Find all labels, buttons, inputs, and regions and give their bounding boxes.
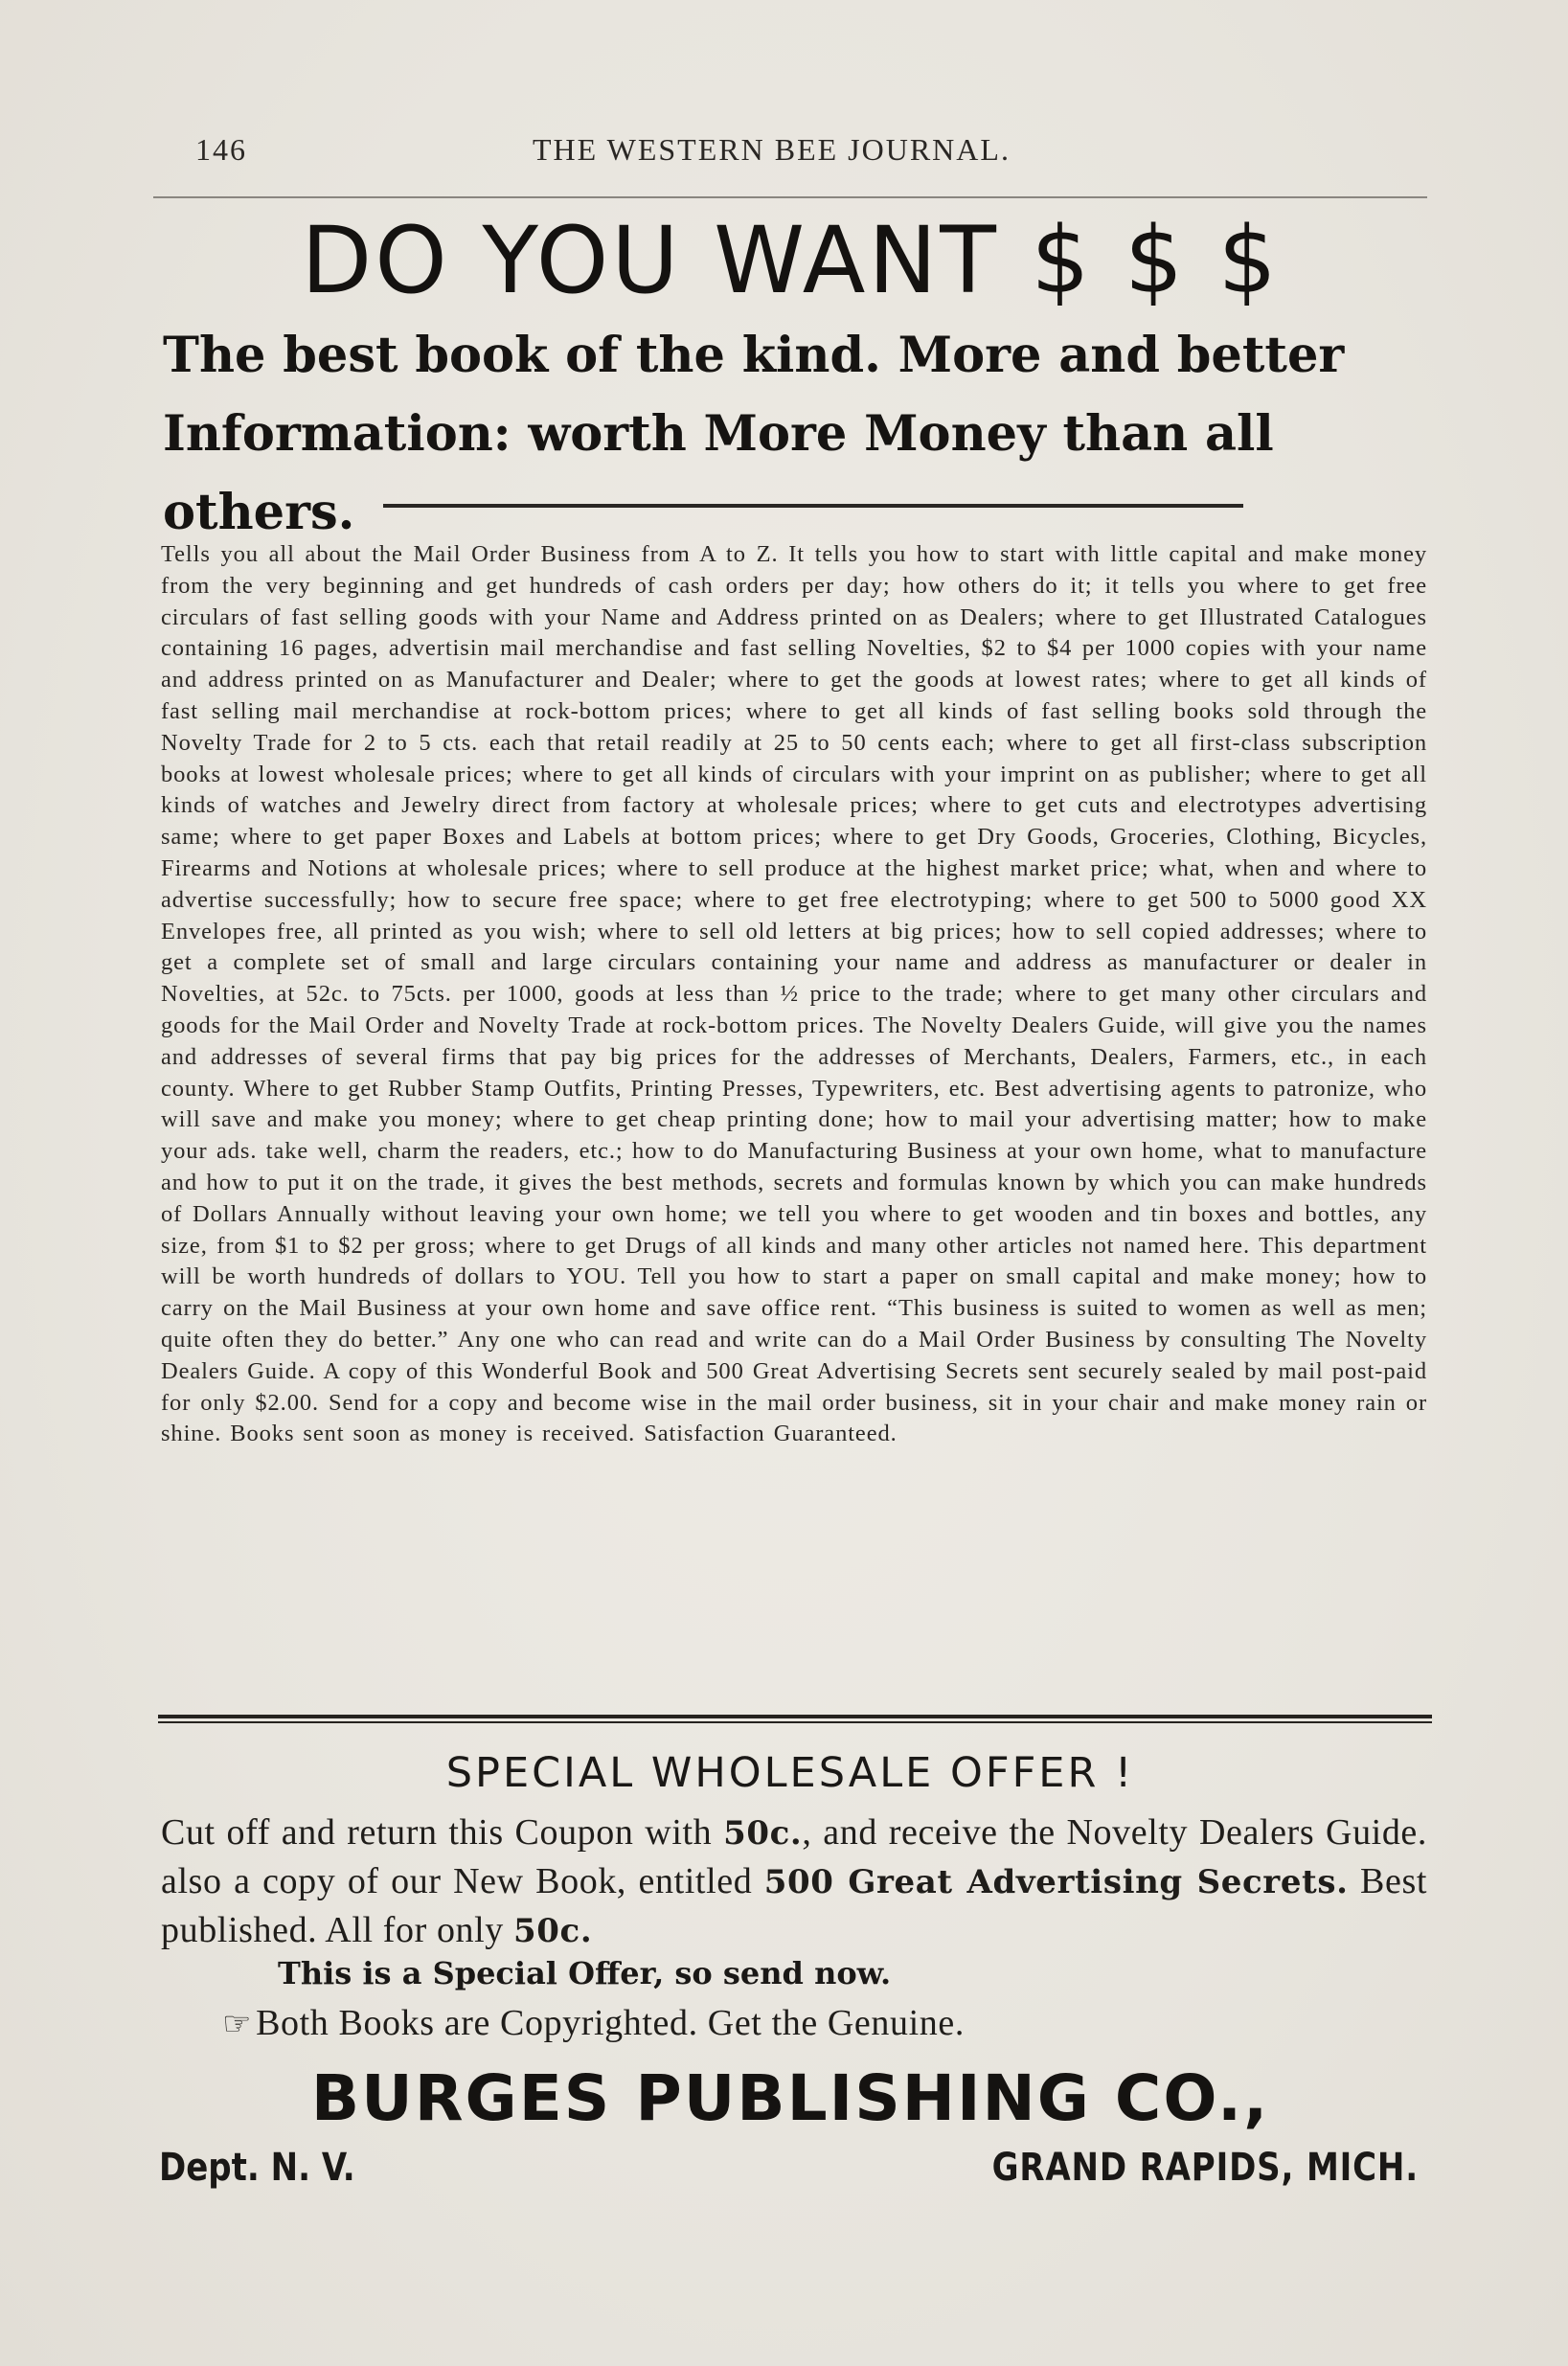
ad-subheadline: The best book of the kind. More and better Information: worth More Money than all others. — [163, 327, 1345, 541]
offer-text-part-2: , and receive the Novelty Dealers Guide. also a copy of our New Book, entitled — [161, 1812, 1427, 1901]
pointing-hand-icon: ☞ — [222, 2005, 253, 2043]
page-number: 146 — [195, 132, 247, 167]
section-divider-thin — [158, 1721, 1432, 1723]
copyright-line — [222, 2002, 965, 2044]
offer-title: SPECIAL WHOLESALE OFFER ! — [445, 1749, 1135, 1797]
subheadline-divider — [383, 504, 1243, 508]
ad-headline: DO YOU WANT $ $ $ — [301, 207, 1280, 314]
offer-book-title: 500 Great Advertising Secrets. — [763, 1863, 1349, 1901]
publisher-city: GRAND RAPIDS, MICH. — [991, 2146, 1419, 2190]
publisher-name: BURGES PUBLISHING CO., — [310, 2061, 1270, 2135]
offer-text — [161, 1809, 1427, 1955]
offer-price-1: 50c. — [723, 1814, 803, 1853]
journal-title: THE WESTERN BEE JOURNAL. — [533, 132, 1011, 167]
special-offer-line: This is a Special Offer, so send now. — [278, 1955, 892, 1991]
page-header — [161, 132, 1425, 171]
copyright-text: Both Books are Copyrighted. Get the Genuine. — [256, 2003, 965, 2043]
offer-text-part-3: Best published. All for only — [161, 1861, 1427, 1950]
section-divider-thick — [158, 1715, 1432, 1718]
offer-price-2: 50c. — [513, 1912, 593, 1950]
ad-body-text: Tells you all about the Mail Order Business from A to Z. It tells you how to start with little capital and make money from the very beginning and get hundreds of cash orders per day; how others do it; it tells you where to get free circulars of fast selling goods with your Name and Address printed on as Dealers; where to get Illustrated Catalogues containing 16 pages, advertisin mail merchandise and fast selling Novelties, $2 to $4 per 1000 copies with your name and address printed on as Manufacturer and Dealer; where to get the goods at lowest rates; where to get all kinds of fast selling mail merchandise at rock-bottom prices; where to get all kinds of fast selling books sold through the Novelty Trade for 2 to 5 cts. each that retail readily at 25 to 50 cents each; where to get all first-class subscription books at lowest wholesale prices; where to get all kinds of circulars with your imprint on as publisher; where to get all kinds of watches and Jewelry direct from factory at wholesale prices; where to get cuts and electrotypes advertising same; where to get paper Boxes and Labels at bottom prices; where to get Dry Goods, Groceries, Clothing, Bicycles, Firearms and Notions at wholesale prices; where to sell produce at the highest market price; what, when and where to advertise successfully; how to secure free space; where to get free electrotyping; where to get 500 to 5000 good XX Envelopes free, all printed as you wish; where to sell old letters at big prices; how to sell copied addresses; where to get a complete set of small and large circulars containing your name and address as manufacturer or dealer in Novelties, at 52c. to 75cts. per 1000, goods at less than ½ price to the trade; where to get many other circulars and goods for the Mail Order and Novelty Trade at rock-bottom prices. The Novelty Dealers Guide, will give you the names and addresses of several firms that pay big prices for the addresses of Merchants, Dealers, Farmers, etc., in each county. Where to get Rubber Stamp Outfits, Printing Presses, Typewriters, etc. Best advertising agents to patronize, who will save and make you money; where to get cheap printing done; how to mail your advertising matter; how to make your ads. take well, charm the readers, etc.; how to do Manufacturing Business at your own home, what to manufacture and how to put it on the trade, it gives the best methods, secrets and formulas known by which you can make hundreds of Dollars Annually without leaving your own home; we tell you where to get wooden and tin boxes and bottles, any size, from $1 to $2 per gross; where to get Drugs of all kinds and many other articles not named here. This department will be worth hundreds of dollars to YOU. Tell you how to start a paper on small capital and make money; how to carry on the Mail Business at your own home and save office rent. “This business is suited to women as well as men; quite often they do better.” Any one who can read and write can do a Mail Order Business by consulting The Novelty Dealers Guide. A copy of this Wonderful Book and 500 Great Advertising Secrets sent securely sealed by mail post-paid for only $2.00. Send for a copy and become wise in the mail order business, sit in your chair and make money rain or shine. Books sent soon as money is received. Satisfaction Guaranteed. — [161, 541, 1427, 1447]
offer-text-part-1: Cut off and return this Coupon with — [161, 1812, 724, 1853]
publisher-dept: Dept. N. V. — [159, 2146, 355, 2190]
header-divider — [153, 196, 1427, 198]
